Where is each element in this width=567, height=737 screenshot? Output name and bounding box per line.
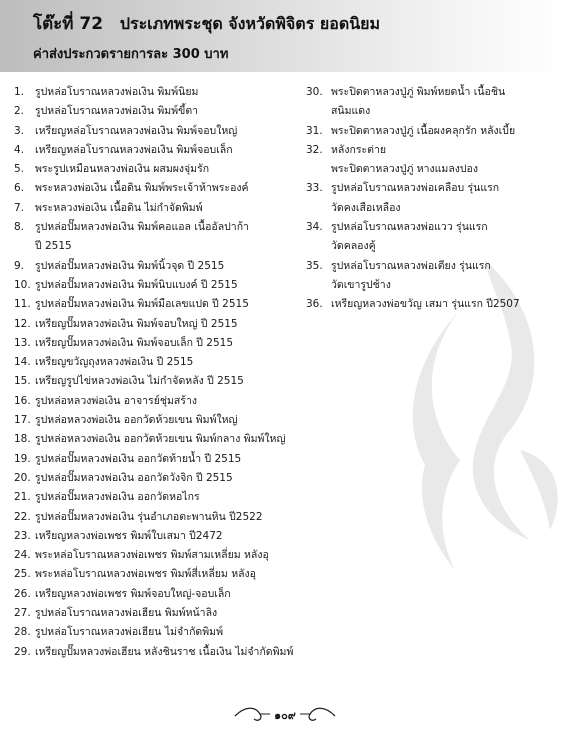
category-title: ประเภทพระชุด จังหวัดพิจิตร ยอดนิยม xyxy=(119,14,381,33)
item-text: เหรียญปั๊มหลวงพ่อเฮียน หลังชินราช เนื้อเงิน ไม่จำกัดพิมพ์ xyxy=(35,645,294,658)
item-text: รูปหล่อโบราณหลวงพ่อเคลือบ รุ่นแรก xyxy=(331,182,500,195)
list-item xyxy=(14,141,344,160)
list-item xyxy=(306,295,564,314)
list-item xyxy=(14,450,344,469)
list-item xyxy=(306,179,564,218)
list-item xyxy=(14,353,344,372)
item-number: 29. xyxy=(14,645,31,658)
list-item xyxy=(306,257,564,296)
item-text: เหรียญหลวงพ่อเพชร พิมพ์จอบใหญ่-จอบเล็ก xyxy=(35,587,231,600)
item-number: 24. xyxy=(14,549,31,562)
item-text: รูปหล่อโบราณหลวงพ่อเฮียน ไม่จำกัดพิมพ์ xyxy=(35,626,224,639)
item-text: พระหลวงพ่อเงิน เนื้อดิน พิมพ์พระเจ้าห้าพระองค์ xyxy=(35,182,249,195)
item-text: รูปหล่อโบราณหลวงพ่อเงิน พิมพ์ขี้ตา xyxy=(35,105,199,118)
item-text: เหรียญหลวงพ่อเพชร พิมพ์ใบเสมา ปี2472 xyxy=(35,529,223,542)
item-number: 30. xyxy=(306,86,323,98)
table-number: โต๊ะที่ 72 xyxy=(33,14,104,34)
item-text: รูปหล่อโบราณหลวงพ่อแวว รุ่นแรก xyxy=(331,221,488,234)
item-text: รูปหล่อปั๊มหลวงพ่อเงิน พิมพ์คอแอล เนื้ออัลปาก้า xyxy=(35,221,249,234)
item-text: เหรียญรูปไข่หลวงพ่อเงิน ไม่กำจัดหลัง ปี 2515 xyxy=(35,375,244,388)
item-number: 8. xyxy=(14,221,25,234)
item-text: รูปหล่อปั๊มหลวงพ่อเงิน รุ่นอำเภอตะพานหิน ปี2522 xyxy=(35,510,263,523)
list-item xyxy=(306,218,564,257)
list-item xyxy=(14,334,344,353)
item-number: 31. xyxy=(306,124,323,137)
item-text: เหรียญปั๊มหลวงพ่อเงิน พิมพ์จอบเล็ก ปี 2515 xyxy=(35,336,234,349)
list-item xyxy=(14,372,344,391)
list-item xyxy=(14,102,344,121)
item-text: พระหล่อโบราณหลวงพ่อเพชร พิมพ์สี่เหลี่ยม หลังอุ xyxy=(35,568,256,581)
list-item xyxy=(14,411,344,430)
item-text: พระปิดตาหลวงปู่ภู่ เนื้อผงคลุกรัก หลังเบี้ย xyxy=(331,124,516,137)
item-number: 15. xyxy=(14,375,31,388)
item-number: 9. xyxy=(14,259,25,272)
list-item xyxy=(14,488,344,507)
item-number: 1. xyxy=(14,86,25,98)
list-item xyxy=(14,199,344,218)
item-number: 7. xyxy=(14,201,25,214)
item-number: 22. xyxy=(14,510,31,523)
item-text: เหรียญหลวงพ่อขวัญ เสมา รุ่นแรก ปี2507 xyxy=(331,298,520,311)
list-item xyxy=(14,122,344,141)
item-text: เหรียญขวัญถุงหลวงพ่อเงิน ปี 2515 xyxy=(35,356,194,369)
list-item xyxy=(14,160,344,179)
item-text: พระหลวงพ่อเงิน เนื้อดิน ไม่กำจัดพิมพ์ xyxy=(35,201,203,214)
item-text: พระหล่อโบราณหลวงพ่อเพชร พิมพ์สามเหลี่ยม หลังอุ xyxy=(35,549,269,562)
list-item xyxy=(14,508,344,527)
item-number: 23. xyxy=(14,529,31,542)
item-number: 12. xyxy=(14,317,31,330)
list-item xyxy=(14,276,344,295)
footer-ornament xyxy=(230,702,340,726)
list-item xyxy=(14,623,344,642)
item-number: 21. xyxy=(14,491,31,504)
item-text: รูปหล่อโบราณหลวงพ่อเตียง รุ่นแรก xyxy=(331,259,491,272)
item-text: รูปหล่อหลวงพ่อเงิน ออกวัดห้วยเขน พิมพ์ใหญ่ xyxy=(35,414,238,427)
item-text: เหรียญหล่อโบราณหลวงพ่อเงิน พิมพ์จอบเล็ก xyxy=(35,143,233,156)
page-number: ๑๐๙ xyxy=(274,709,296,722)
list-item xyxy=(14,83,344,102)
item-text: วัดเขารูปช้าง xyxy=(331,278,391,291)
list-item xyxy=(14,218,344,257)
item-number: 26. xyxy=(14,587,31,600)
item-number: 4. xyxy=(14,143,25,156)
list-item xyxy=(14,257,344,276)
item-number: 19. xyxy=(14,452,31,465)
list-item xyxy=(306,122,564,141)
item-text: รูปหล่อปั๊มหลวงพ่อเงิน ออกวัดวังจิก ปี 2515 xyxy=(35,471,233,484)
item-text: รูปหล่อปั๊มหลวงพ่อเงิน ออกวัดท้ายน้ำ ปี 2515 xyxy=(35,452,242,465)
item-number: 6. xyxy=(14,182,25,195)
right-item-list xyxy=(306,83,564,315)
item-number: 36. xyxy=(306,298,323,311)
item-number: 32. xyxy=(306,143,323,156)
entry-fee: ค่าส่งประกวดรายการละ 300 บาท xyxy=(33,47,229,62)
left-item-list xyxy=(14,83,344,662)
item-number: 16. xyxy=(14,394,31,407)
list-item xyxy=(14,604,344,623)
item-number: 25. xyxy=(14,568,31,581)
list-item xyxy=(306,141,564,180)
item-number: 28. xyxy=(14,626,31,639)
item-number: 3. xyxy=(14,124,25,137)
list-item xyxy=(14,469,344,488)
item-number: 35. xyxy=(306,259,323,272)
item-text: สนิมแดง xyxy=(331,105,371,118)
list-item xyxy=(14,430,344,449)
item-text: พระปิดตาหลวงปู่ภู่ พิมพ์หยดน้ำ เนื้อชิน xyxy=(331,86,506,98)
list-item xyxy=(14,179,344,198)
list-item xyxy=(14,585,344,604)
item-text: วัดคลองคู้ xyxy=(331,240,376,253)
item-number: 34. xyxy=(306,221,323,234)
item-text: รูปหล่อโบราณหลวงพ่อเฮียน พิมพ์หน้าลิง xyxy=(35,607,218,620)
item-text: หลังกระต่าย xyxy=(331,143,386,156)
list-item xyxy=(14,315,344,334)
list-item xyxy=(14,295,344,314)
item-text: เหรียญหล่อโบราณหลวงพ่อเงิน พิมพ์จอบใหญ่ xyxy=(35,124,238,137)
item-number: 14. xyxy=(14,356,31,369)
item-number: 33. xyxy=(306,182,323,195)
item-text: รูปหล่อหลวงพ่อเงิน ออกวัดห้วยเขน พิมพ์กลาง พิมพ์ใหญ่ xyxy=(35,433,286,446)
item-text: ปี 2515 xyxy=(35,240,72,253)
item-number: 10. xyxy=(14,278,31,291)
header-band xyxy=(0,0,567,72)
item-text: พระปิดตาหลวงปู่ภู่ หางแมลงปอง xyxy=(331,163,478,176)
item-text: รูปหล่อปั๊มหลวงพ่อเงิน พิมพ์นิบแบงค์ ปี 2515 xyxy=(35,278,238,291)
item-number: 13. xyxy=(14,336,31,349)
item-number: 11. xyxy=(14,298,31,311)
item-text: รูปหล่อหลวงพ่อเงิน อาจารย์ชุ่มสร้าง xyxy=(35,394,197,407)
item-text: เหรียญปั๊มหลวงพ่อเงิน พิมพ์จอบใหญ่ ปี 2515 xyxy=(35,317,238,330)
list-item xyxy=(14,392,344,411)
item-number: 17. xyxy=(14,414,31,427)
item-text: พระรูปเหมือนหลวงพ่อเงิน ผสมผงจุ่มรัก xyxy=(35,163,210,176)
item-number: 18. xyxy=(14,433,31,446)
list-item xyxy=(14,527,344,546)
list-item xyxy=(14,546,344,565)
item-text: รูปหล่อปั๊มหลวงพ่อเงิน พิมพ์นิ้วจุด ปี 2515 xyxy=(35,259,225,272)
item-text: รูปหล่อปั๊มหลวงพ่อเงิน พิมพ์มือเลขแปด ปี 2515 xyxy=(35,298,249,311)
item-number: 2. xyxy=(14,105,25,118)
list-item xyxy=(14,643,344,662)
item-text: วัดคงเสือเหลือง xyxy=(331,201,401,214)
item-number: 27. xyxy=(14,607,31,620)
item-number: 20. xyxy=(14,471,31,484)
item-text: รูปหล่อปั๊มหลวงพ่อเงิน ออกวัดหอไกร xyxy=(35,491,200,504)
list-item xyxy=(306,83,564,122)
page-title xyxy=(33,10,563,37)
list-item xyxy=(14,565,344,584)
item-text: รูปหล่อโบราณหลวงพ่อเงิน พิมพ์นิยม xyxy=(35,86,199,98)
item-number: 5. xyxy=(14,163,25,176)
